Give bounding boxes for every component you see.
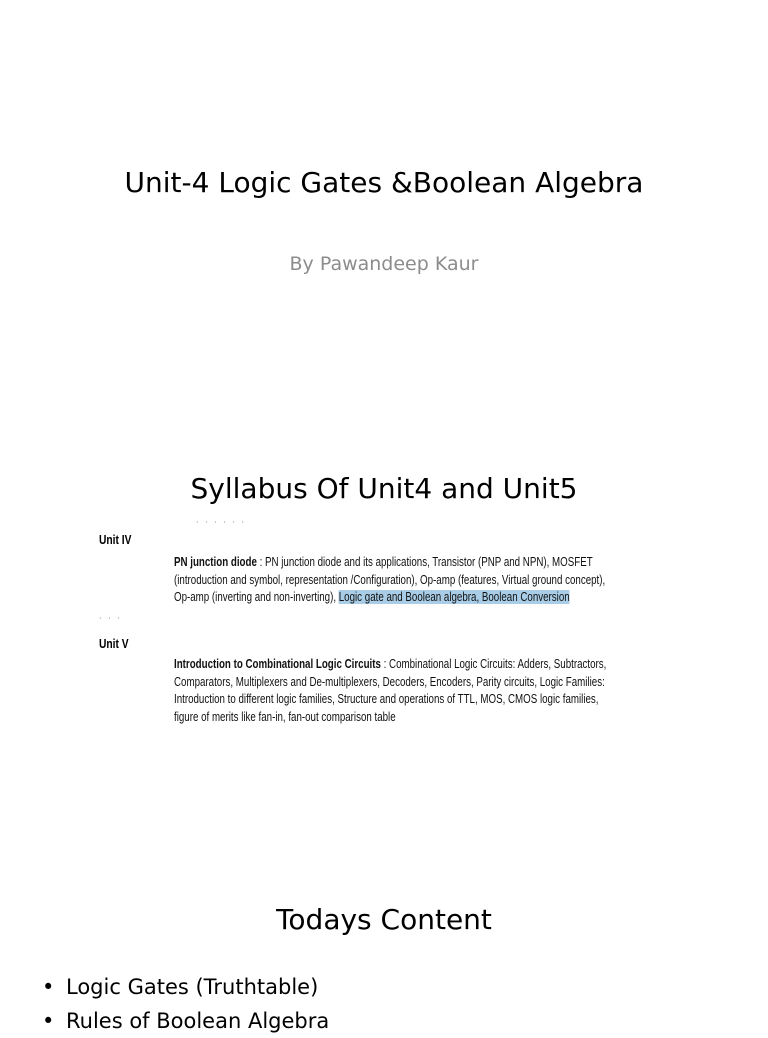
slide-title: Unit-4 Logic Gates &Boolean Algebra bbox=[124, 166, 644, 199]
syllabus-slide bbox=[0, 440, 768, 860]
unit-5-line-4: figure of merits like fan-in, fan-out comparison table bbox=[174, 709, 396, 724]
unit-4-line-2: (introduction and symbol, representation /Configuration), Op-amp (features, Virtual ground concept), bbox=[174, 572, 606, 587]
unit-5-topic: Introduction to Combinational Logic Circuits bbox=[174, 657, 381, 671]
separator: : bbox=[380, 657, 390, 671]
slide-title: Todays Content bbox=[276, 903, 492, 936]
unit-5-description bbox=[174, 656, 626, 726]
slide-title: Syllabus Of Unit4 and Unit5 bbox=[190, 472, 578, 505]
unit-4-topic: PN junction diode bbox=[174, 555, 257, 569]
separator: : bbox=[256, 555, 266, 569]
crop-mark: · · · bbox=[99, 614, 122, 623]
list-item: • Logic Gates (Truthtable) bbox=[40, 970, 329, 1004]
unit-5-line-1: Combinational Logic Circuits: Adders, Subtractors, bbox=[389, 657, 607, 671]
unit-4-description bbox=[174, 554, 626, 607]
unit-5-label: Unit V bbox=[99, 637, 129, 651]
highlighted-topic: Logic gate and Boolean algebra, Boolean Conversion bbox=[338, 590, 570, 604]
unit-4-line-1: PN junction diode and its applications, Transistor (PNP and NPN), MOSFET bbox=[265, 555, 593, 569]
unit-4-label: Unit IV bbox=[99, 533, 132, 547]
list-item: • Rules of Boolean Algebra bbox=[40, 1004, 329, 1038]
title-slide bbox=[0, 0, 768, 440]
unit-5-line-2: Comparators, Multiplexers and De-multiplexers, Decoders, Encoders, Parity circuits, Logic Families: bbox=[174, 674, 605, 689]
content-bullet-list bbox=[40, 970, 329, 1038]
crop-mark: · · · · · · bbox=[196, 518, 246, 527]
unit-4-line-3: Op-amp (inverting and non-inverting), bbox=[174, 590, 339, 604]
unit-5-line-3: Introduction to different logic families, Structure and operations of TTL, MOS, CMOS logic families, bbox=[174, 692, 599, 706]
slide-author: By Pawandeep Kaur bbox=[289, 253, 479, 275]
